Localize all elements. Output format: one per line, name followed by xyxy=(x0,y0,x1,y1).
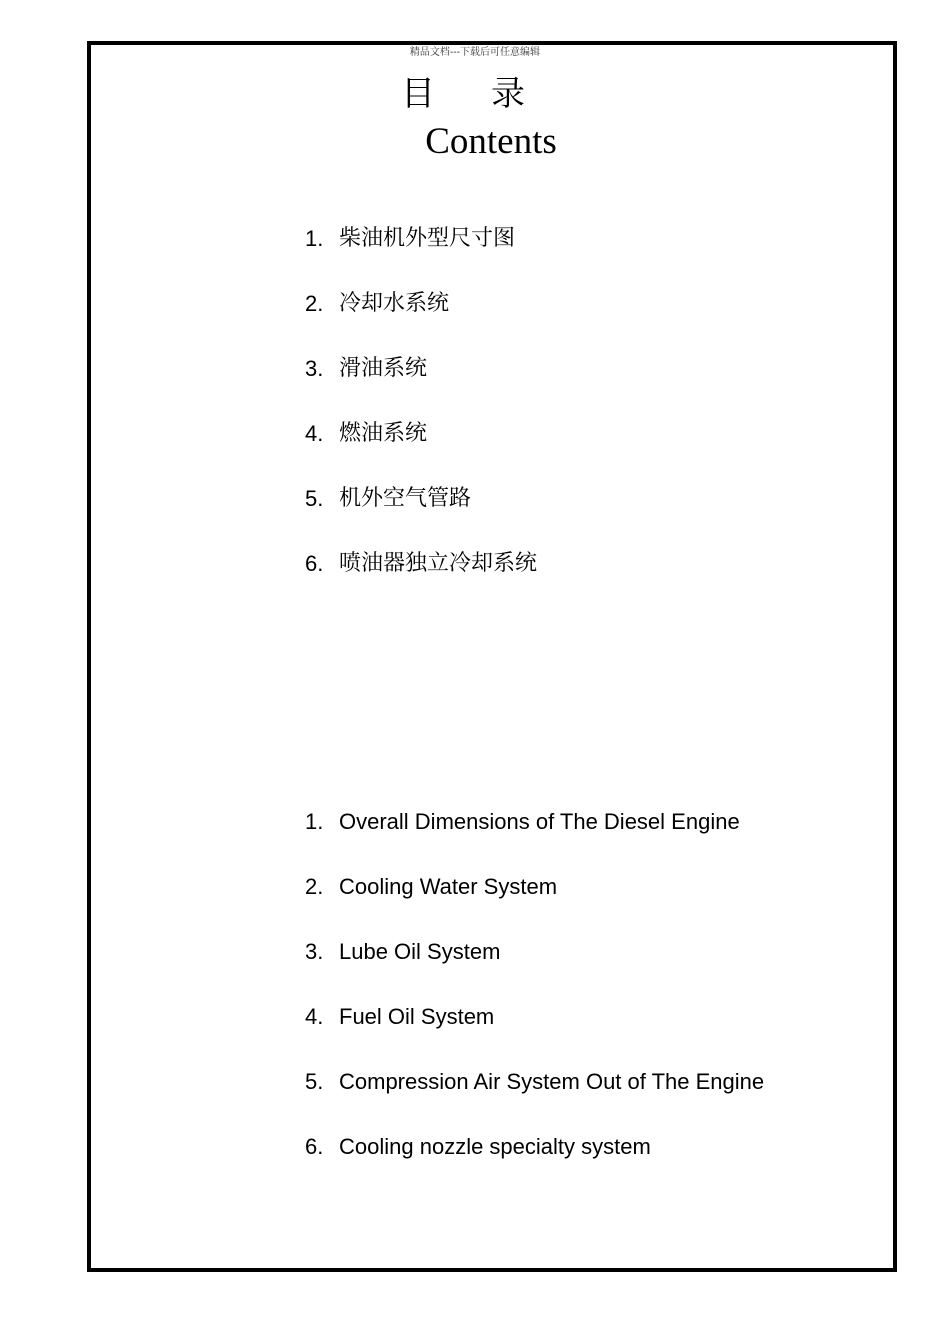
toc-item xyxy=(305,873,764,938)
toc-item-number: 2. xyxy=(305,291,324,316)
toc-item-label: 冷却水系统 xyxy=(339,291,450,316)
toc-item-label: 柴油机外型尺寸图 xyxy=(339,226,516,251)
toc-item-label: 喷油器独立冷却系统 xyxy=(339,551,538,576)
toc-item xyxy=(305,290,537,355)
toc-item xyxy=(305,225,537,290)
toc-item-label: Compression Air System Out of The Engine xyxy=(339,1069,765,1094)
toc-item-number: 3. xyxy=(305,356,324,381)
toc-list-chinese xyxy=(305,225,537,615)
toc-item-number: 3. xyxy=(305,939,324,964)
toc-list-english xyxy=(305,808,764,1198)
toc-item-number: 6. xyxy=(305,551,324,576)
toc-item-number: 1. xyxy=(305,226,324,251)
toc-item-number: 4. xyxy=(305,421,324,446)
toc-item xyxy=(305,1068,764,1133)
toc-item-label: Lube Oil System xyxy=(339,939,501,964)
toc-item xyxy=(305,1003,764,1068)
toc-item-number: 4. xyxy=(305,1004,324,1029)
toc-item xyxy=(305,485,537,550)
toc-item xyxy=(305,808,764,873)
toc-item-label: Cooling nozzle specialty system xyxy=(339,1134,651,1159)
toc-item-label: 燃油系统 xyxy=(339,421,428,446)
toc-item-label: Overall Dimensions of The Diesel Engine xyxy=(339,809,740,834)
page-title-chinese: 目录 xyxy=(401,74,581,114)
toc-item-label: Fuel Oil System xyxy=(339,1004,495,1029)
toc-item xyxy=(305,938,764,1003)
toc-item-number: 2. xyxy=(305,874,324,899)
toc-item-label: 滑油系统 xyxy=(339,356,428,381)
toc-item xyxy=(305,355,537,420)
toc-item-number: 6. xyxy=(305,1134,324,1159)
toc-item-number: 5. xyxy=(305,486,324,511)
toc-item-number: 5. xyxy=(305,1069,324,1094)
page-title-english: Contents xyxy=(425,121,557,162)
toc-item xyxy=(305,1133,764,1198)
toc-item-label: 机外空气管路 xyxy=(339,486,472,511)
toc-item xyxy=(305,550,537,615)
toc-item xyxy=(305,420,537,485)
header-note: 精品文档---下载后可任意编辑 xyxy=(409,47,541,58)
toc-item-number: 1. xyxy=(305,809,324,834)
toc-item-label: Cooling Water System xyxy=(339,874,558,899)
